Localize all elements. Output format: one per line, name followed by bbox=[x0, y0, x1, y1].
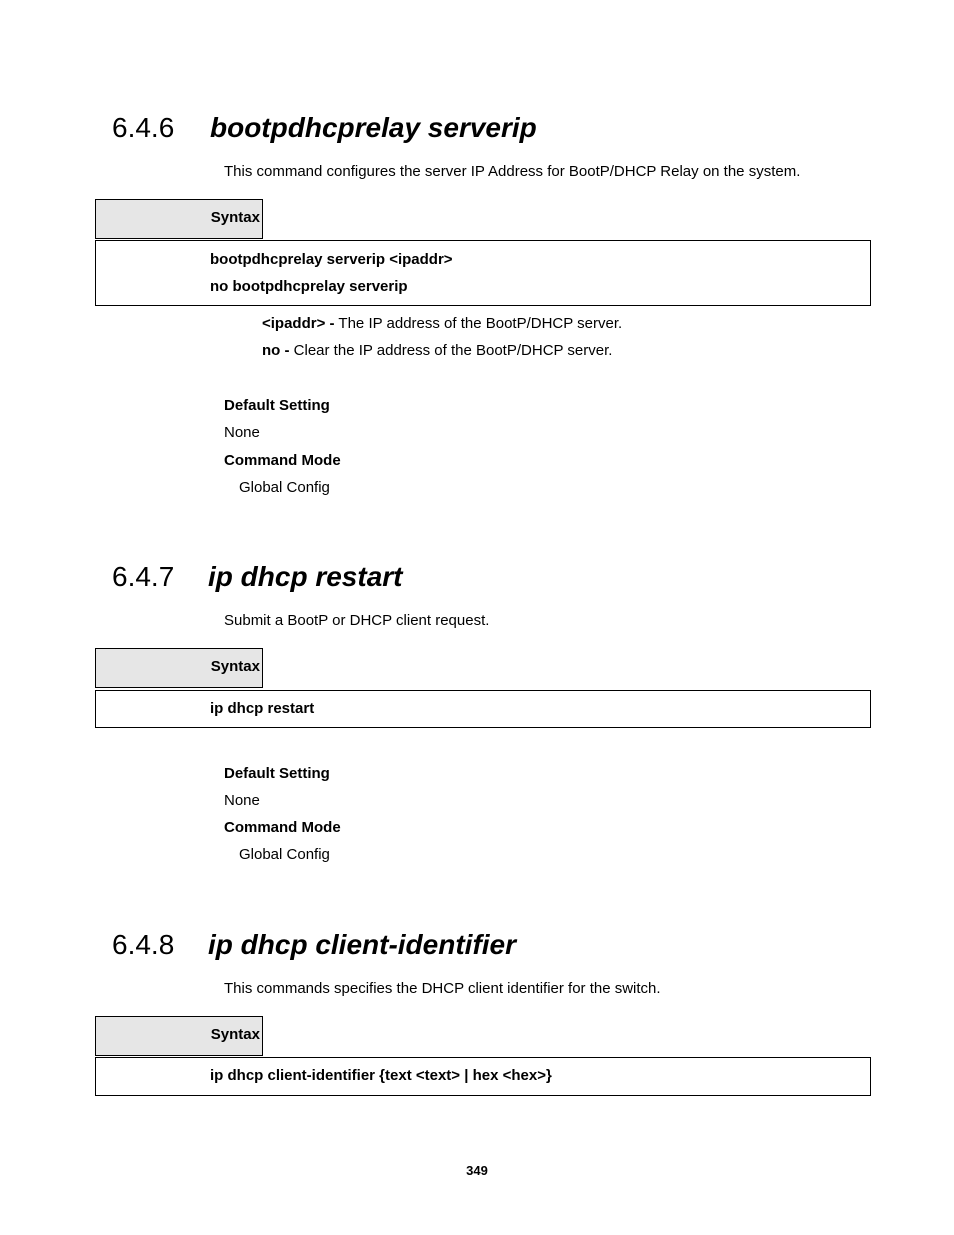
param-desc: The IP address of the BootP/DHCP server. bbox=[334, 315, 623, 332]
section-title: ip dhcp restart bbox=[208, 561, 403, 592]
command-mode-label: Command Mode bbox=[224, 819, 341, 836]
param-desc: Clear the IP address of the BootP/DHCP server. bbox=[289, 342, 613, 359]
syntax-tab bbox=[95, 1016, 263, 1056]
syntax-box bbox=[95, 240, 871, 306]
syntax-line: ip dhcp client-identifier {text <text> | hex <hex>} bbox=[210, 1067, 552, 1084]
section-title: bootpdhcprelay serverip bbox=[210, 112, 537, 143]
param-row bbox=[262, 342, 612, 360]
syntax-label: Syntax bbox=[210, 658, 260, 675]
command-mode-label: Command Mode bbox=[224, 452, 341, 469]
section-description: This command configures the server IP Address for BootP/DHCP Relay on the system. bbox=[224, 163, 801, 180]
syntax-line: ip dhcp restart bbox=[210, 700, 315, 717]
syntax-box bbox=[95, 690, 871, 728]
section-heading bbox=[112, 561, 812, 595]
param-row bbox=[262, 315, 622, 333]
section-description: Submit a BootP or DHCP client request. bbox=[224, 612, 490, 629]
syntax-label: Syntax bbox=[210, 1026, 260, 1043]
syntax-label: Syntax bbox=[210, 209, 260, 226]
section-heading bbox=[112, 112, 812, 146]
default-setting-label: Default Setting bbox=[224, 397, 330, 414]
syntax-tab bbox=[95, 199, 263, 239]
syntax-line: bootpdhcprelay serverip <ipaddr> bbox=[210, 251, 453, 268]
param-term: no - bbox=[262, 342, 290, 359]
syntax-box bbox=[95, 1057, 871, 1096]
section-number: 6.4.8 bbox=[112, 929, 175, 960]
syntax-tab bbox=[95, 648, 263, 688]
page-number: 349 bbox=[466, 1163, 488, 1178]
default-setting-value: None bbox=[224, 424, 260, 441]
syntax-line: no bootpdhcprelay serverip bbox=[210, 278, 408, 295]
section-number: 6.4.6 bbox=[112, 112, 175, 143]
command-mode-value: Global Config bbox=[239, 846, 330, 863]
section-number: 6.4.7 bbox=[112, 561, 175, 592]
section-title: ip dhcp client-identifier bbox=[208, 929, 517, 960]
default-setting-value: None bbox=[224, 792, 260, 809]
param-term: <ipaddr> - bbox=[262, 315, 335, 332]
section-heading bbox=[112, 929, 812, 963]
section-description: This commands specifies the DHCP client identifier for the switch. bbox=[224, 980, 661, 997]
default-setting-label: Default Setting bbox=[224, 765, 330, 782]
command-mode-value: Global Config bbox=[239, 479, 330, 496]
